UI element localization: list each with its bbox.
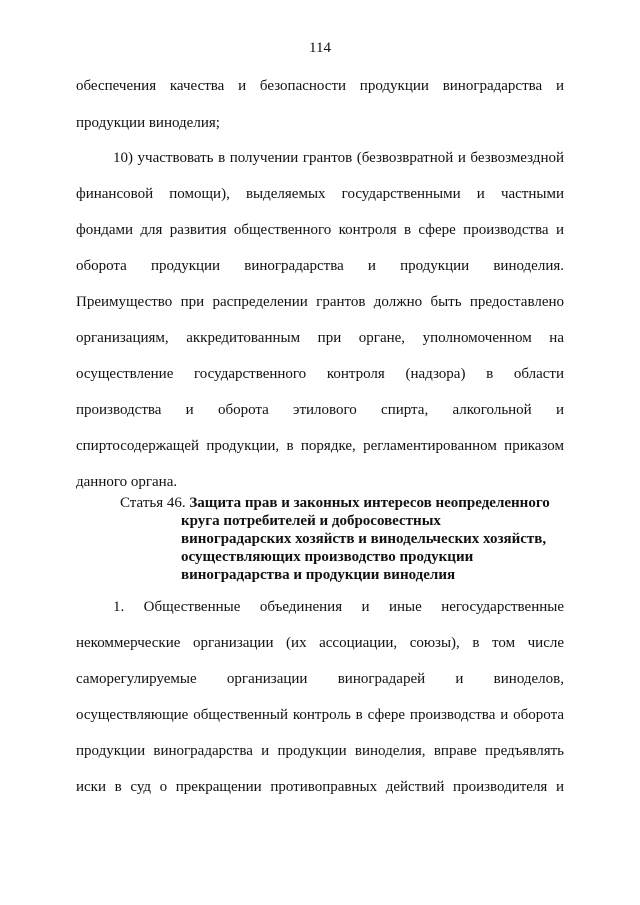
article-title-line: виноградарства и продукции виноделия bbox=[181, 567, 456, 583]
text-line: организациям, аккредитованным при органе, уполномоченном на bbox=[76, 330, 564, 346]
paragraph-item-10 bbox=[76, 148, 564, 492]
paragraph-continuation bbox=[76, 76, 564, 133]
text-line: иски в суд о прекращении противоправных действий производителя и bbox=[76, 779, 564, 795]
text-line: продукции виноградарства и продукции виноделия, вправе предъявлять bbox=[76, 743, 564, 759]
article-title-line: осуществляющих производство продукции bbox=[181, 549, 474, 565]
paragraph-article-46-item-1 bbox=[76, 597, 564, 797]
text-line: саморегулируемые организации виноградарей и виноделов, bbox=[76, 671, 564, 687]
text-line: продукции виноделия; bbox=[76, 115, 220, 131]
article-title-line: круга потребителей и добросовестных bbox=[181, 513, 441, 529]
article-label: Статья 46. bbox=[120, 495, 186, 511]
text-line: финансовой помощи), выделяемых государственными и частными bbox=[76, 186, 564, 202]
text-line: осуществление государственного контроля (надзора) в области bbox=[76, 366, 564, 382]
article-heading bbox=[120, 494, 570, 584]
text-line: данного органа. bbox=[76, 474, 178, 490]
article-title-line: виноградарских хозяйств и винодельческих хозяйств, bbox=[181, 531, 547, 547]
text-line: спиртосодержащей продукции, в порядке, регламентированном приказом bbox=[76, 438, 564, 454]
article-title-line: Защита прав и законных интересов неопределенного bbox=[189, 495, 550, 511]
text-line: обеспечения качества и безопасности продукции виноградарства и bbox=[76, 78, 564, 94]
text-line: осуществляющие общественный контроль в сфере производства и оборота bbox=[76, 707, 564, 723]
page-number: 114 bbox=[309, 40, 331, 56]
text-line: Преимущество при распределении грантов должно быть предоставлено bbox=[76, 294, 564, 310]
text-line: оборота продукции виноградарства и продукции виноделия. bbox=[76, 258, 564, 274]
text-line: 10) участвовать в получении грантов (безвозвратной и безвозмездной bbox=[113, 150, 564, 166]
text-line: производства и оборота этилового спирта, алкогольной и bbox=[76, 402, 564, 418]
text-line: некоммерческие организации (их ассоциации, союзы), в том числе bbox=[76, 635, 564, 651]
text-line: фондами для развития общественного контроля в сфере производства и bbox=[76, 222, 564, 238]
text-line: 1. Общественные объединения и иные негосударственные bbox=[113, 599, 564, 615]
